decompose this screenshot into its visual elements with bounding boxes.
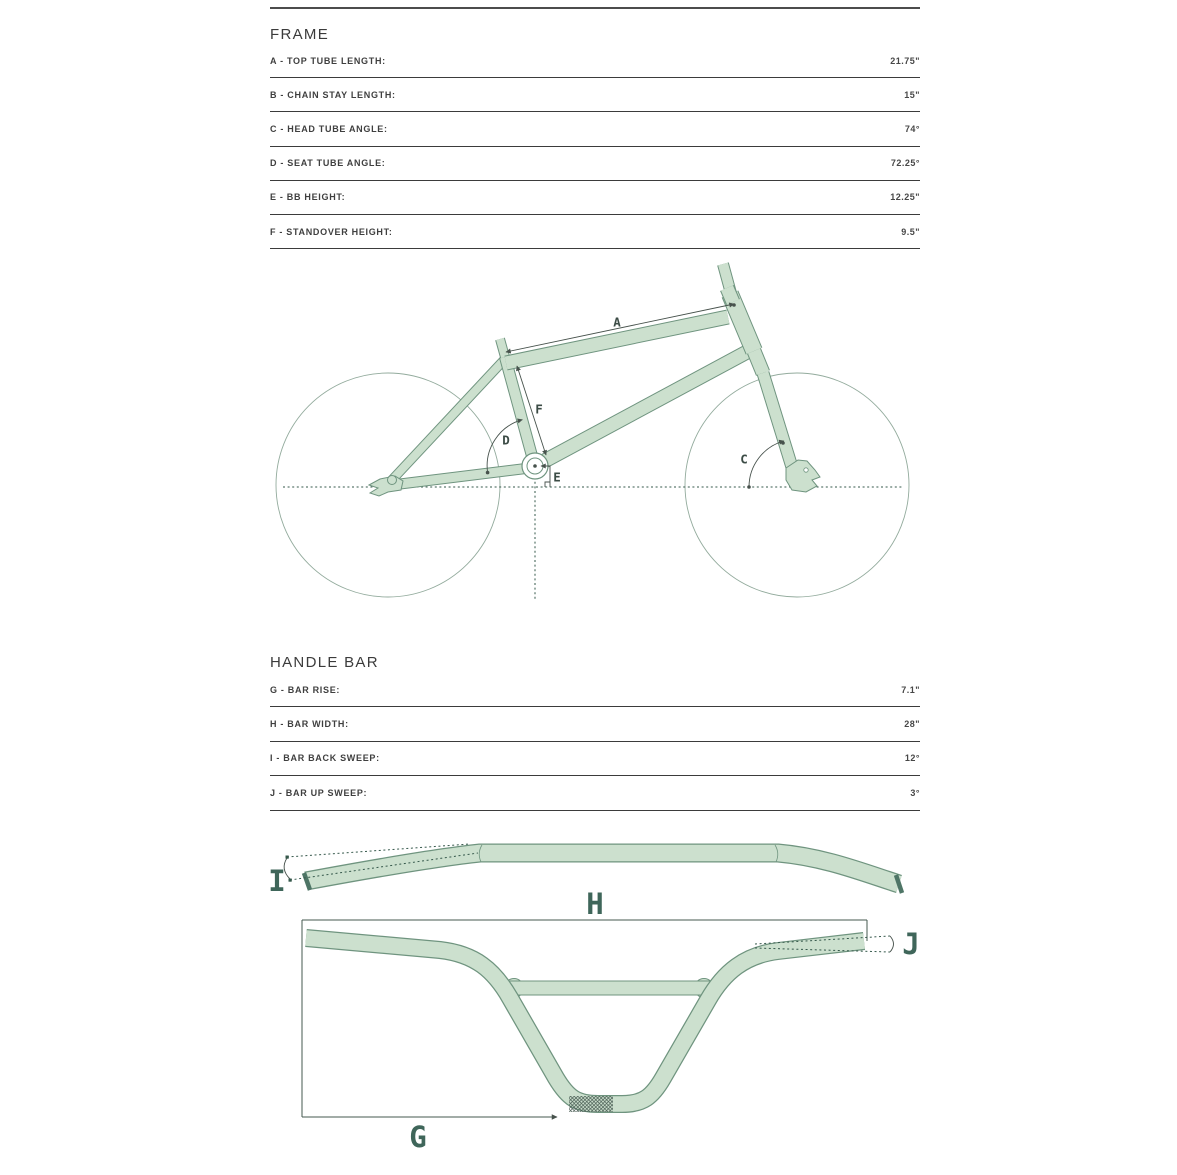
rear-wheel [276, 373, 500, 597]
spec-label: E - BB HEIGHT: [270, 192, 346, 203]
spec-row-standover-height [270, 215, 920, 249]
front-dropout [786, 460, 820, 492]
frame-label-e: E [553, 469, 561, 485]
handlebar-label-g: G [409, 1120, 427, 1154]
left-grip-end-cap [304, 873, 310, 890]
spec-value: 15" [904, 89, 920, 100]
spec-row-top-tube-length [270, 44, 920, 78]
seat-tube [505, 357, 535, 467]
handlebar-label-j: J [902, 927, 920, 961]
dim-j-up-sweep [755, 936, 894, 952]
handlebar-top-view [284, 844, 902, 893]
spec-value: 21.75" [890, 55, 920, 66]
handlebar-section-title: HANDLE BAR [270, 654, 379, 671]
top-divider-rule [270, 7, 920, 9]
steerer-tube [723, 264, 733, 302]
spec-value: 3° [910, 787, 920, 798]
handlebar-top-tube [304, 845, 902, 893]
spec-value: 12° [904, 753, 920, 764]
dim-h-width-box [302, 920, 867, 1117]
spec-value: 72.25° [890, 158, 920, 169]
spec-value: 9.5" [901, 226, 920, 237]
seat-stay [391, 360, 504, 481]
spec-value: 7.1" [901, 684, 920, 695]
spec-label: J - BAR UP SWEEP: [270, 787, 368, 798]
chain-stay [392, 467, 538, 485]
spec-value: 12.25" [890, 192, 920, 203]
handlebar-front-tube [306, 938, 864, 1112]
head-tube [730, 294, 754, 351]
spec-label: F - STANDOVER HEIGHT: [270, 226, 393, 237]
down-tube [537, 352, 747, 465]
clamp-knurl [569, 1096, 613, 1112]
handlebar-label-h: H [586, 887, 604, 921]
spec-value: 28" [904, 719, 920, 730]
front-wheel [685, 373, 909, 597]
handlebar-label-i: I [268, 864, 286, 898]
seat-post-stub [500, 339, 505, 357]
handlebar-front-view [302, 920, 894, 1117]
spec-row-bar-rise [270, 673, 920, 707]
dim-f-standover [517, 366, 546, 468]
right-grip-end-cap [896, 875, 902, 893]
frame-label-f: F [535, 401, 543, 417]
spec-row-chain-stay-length [270, 78, 920, 112]
frame-label-a: A [613, 314, 621, 330]
spec-row-bar-back-sweep [270, 742, 920, 776]
spec-row-head-tube-angle [270, 112, 920, 146]
frame-label-c: C [740, 451, 748, 467]
spec-row-bar-up-sweep [270, 776, 920, 810]
handlebar-spec-table [270, 673, 920, 811]
spec-label: H - BAR WIDTH: [270, 719, 349, 730]
spec-label: G - BAR RISE: [270, 684, 341, 695]
dim-c-head-angle-arc [747, 441, 785, 489]
spec-label: I - BAR BACK SWEEP: [270, 753, 380, 764]
frame-label-d: D [502, 432, 510, 448]
spec-row-bb-height [270, 181, 920, 215]
dim-i-back-sweep [284, 844, 478, 882]
dim-e-bb-height [541, 466, 550, 487]
spec-label: B - CHAIN STAY LENGTH: [270, 89, 396, 100]
spec-row-seat-tube-angle [270, 147, 920, 181]
spec-label: A - TOP TUBE LENGTH: [270, 55, 386, 66]
frame-section-title: FRAME [270, 26, 329, 43]
spec-label: C - HEAD TUBE ANGLE: [270, 123, 388, 134]
spec-value: 74° [904, 123, 920, 134]
rear-dropout [369, 476, 403, 497]
spec-row-bar-width [270, 707, 920, 741]
fork [754, 351, 795, 477]
spec-label: D - SEAT TUBE ANGLE: [270, 158, 386, 169]
frame-spec-table [270, 44, 920, 249]
frame-diagram [276, 264, 909, 601]
bottom-bracket [522, 453, 548, 479]
